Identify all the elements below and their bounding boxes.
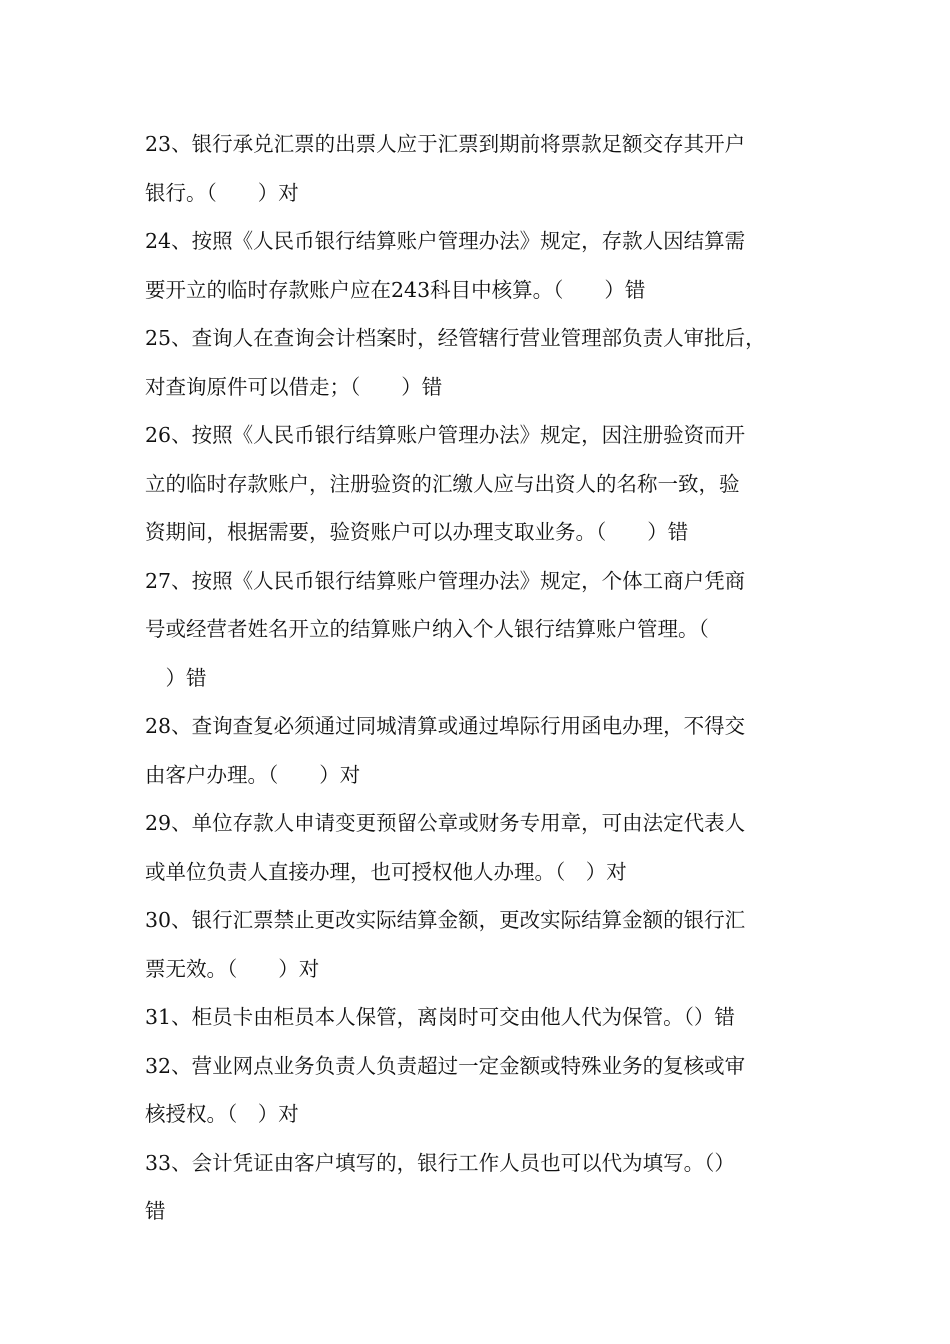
- text-line: 23、银行承兑汇票的出票人应于汇票到期前将票款足额交存其开户: [145, 132, 746, 156]
- text-line: 32、营业网点业务负责人负责超过一定金额或特殊业务的复核或审: [145, 1053, 746, 1078]
- text-line: 票无效。（ ）对: [145, 956, 320, 981]
- text-line: 号或经营者姓名开立的结算账户纳入个人银行结算账户管理。（: [145, 617, 709, 641]
- text-line: 28、查询查复必须通过同城清算或通过埠际行用函电办理，不得交: [145, 714, 746, 738]
- text-line: 或单位负责人直接办理，也可授权他人办理。（ ）对: [145, 859, 627, 884]
- text-line: 25、查询人在查询会计档案时，经管辖行营业管理部负责人审批后，: [145, 326, 766, 350]
- text-line: 立的临时存款账户，注册验资的汇缴人应与出资人的名称一致，验: [145, 471, 740, 496]
- text-line: ）错: [145, 665, 207, 690]
- text-line: 24、按照《人民币银行结算账户管理办法》规定，存款人因结算需: [145, 229, 746, 253]
- text-line: 错: [145, 1199, 166, 1223]
- document-body: [145, 120, 825, 1236]
- text-line: 26、按照《人民币银行结算账户管理办法》规定，因注册验资而开: [145, 423, 746, 447]
- text-line: 29、单位存款人申请变更预留公章或财务专用章，可由法定代表人: [145, 811, 746, 835]
- text-line: 银行。（ ）对: [145, 180, 299, 205]
- text-line: 核授权。（ ）对: [145, 1102, 299, 1126]
- text-line: 要开立的临时存款账户应在243科目中核算。（ ）错: [145, 277, 646, 302]
- text-line: 30、银行汇票禁止更改实际结算金额，更改实际结算金额的银行汇: [145, 908, 746, 932]
- text-line: 对查询原件可以借走；（ ）错: [145, 374, 443, 399]
- text-line: 资期间，根据需要，验资账户可以办理支取业务。（ ）错: [145, 520, 689, 544]
- text-line: 31、柜员卡由柜员本人保管，离岗时可交由他人代为保管。（）错: [145, 1005, 735, 1029]
- text-line: 由客户办理。（ ）对: [145, 762, 361, 787]
- text-line: 27、按照《人民币银行结算账户管理办法》规定，个体工商户凭商: [145, 568, 746, 593]
- text-line: 33、会计凭证由客户填写的，银行工作人员也可以代为填写。（）: [145, 1150, 735, 1175]
